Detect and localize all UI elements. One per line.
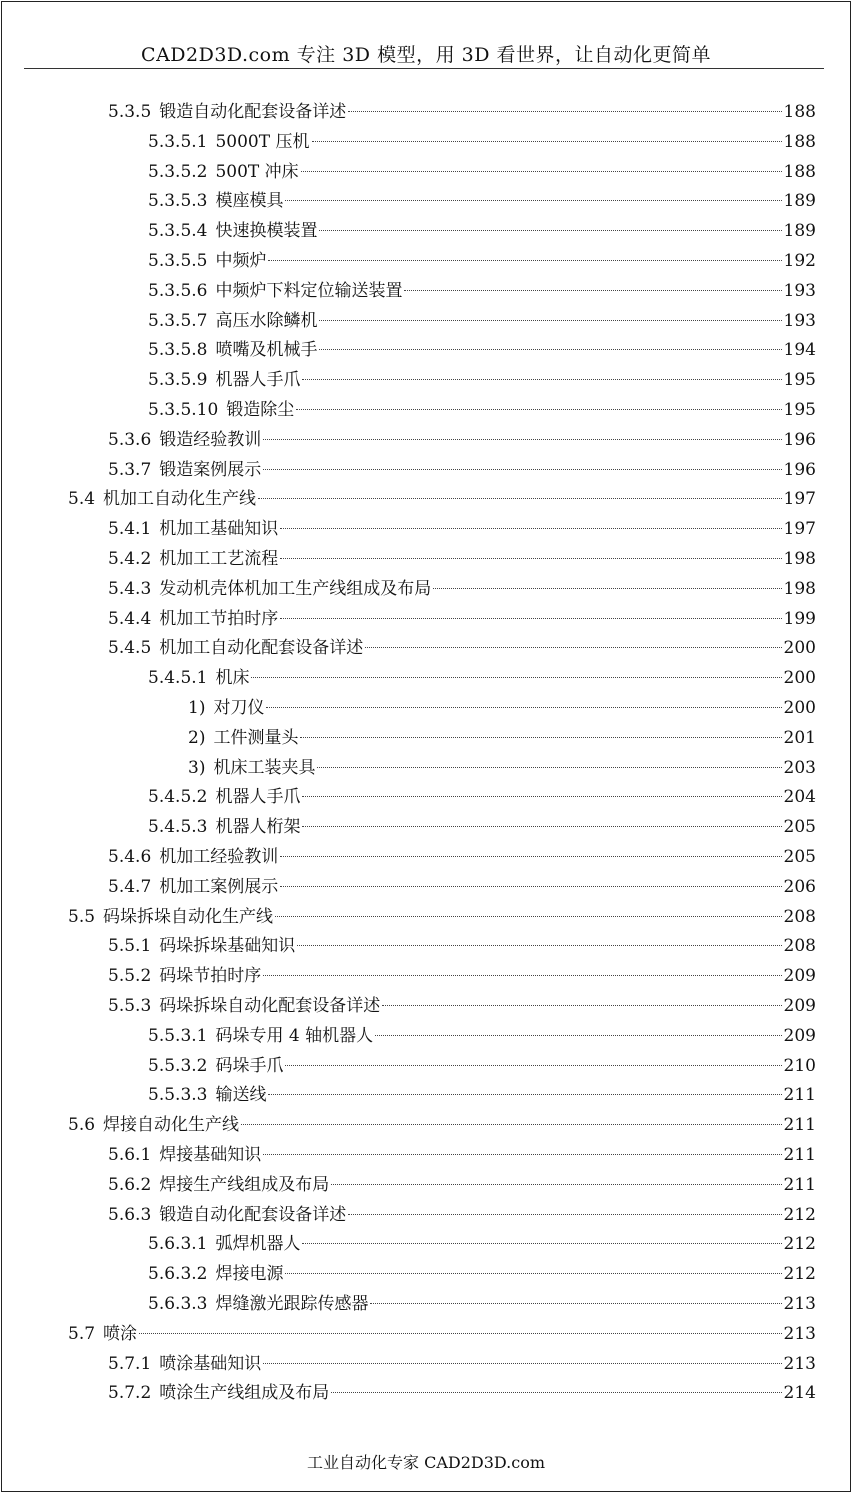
toc-entry-number: 5.6.1: [108, 1145, 152, 1165]
toc-entry-page: 188: [783, 102, 816, 122]
toc-entry-number: 5.6.3: [108, 1204, 152, 1225]
toc-leader-dots: [266, 707, 781, 708]
toc-entry-title: 中频炉: [215, 251, 267, 271]
toc-entry-title: 码垛拆垛基础知识: [159, 936, 296, 957]
toc-entry-title: 锻造经验教训: [159, 429, 262, 450]
toc-leader-dots: [302, 379, 781, 380]
toc-entry-number: 5.4.5.2: [148, 787, 208, 808]
toc-entry-title: 机床工装夹具: [213, 757, 316, 778]
toc-entry[interactable]: [108, 992, 816, 1020]
toc-entry-number: 5.5.3.1: [148, 1025, 208, 1046]
toc-leader-dots: [280, 618, 781, 619]
toc-entry[interactable]: [68, 903, 816, 931]
toc-entry-title: 中频炉下料定位输送装置: [215, 280, 403, 301]
toc-leader-dots: [302, 826, 781, 827]
toc-entry-number: 5.4.5: [108, 638, 152, 659]
page-header: CAD2D3D.com 专注 3D 模型，用 3D 看世界，让自动化更简单: [141, 44, 711, 66]
toc-entry-title: 机加工案例展示: [159, 876, 279, 897]
toc-entry[interactable]: [108, 873, 816, 901]
toc-entry[interactable]: [148, 813, 816, 841]
toc-leader-dots: [375, 1035, 781, 1036]
toc-entry-page: 188: [783, 131, 816, 152]
toc-entry[interactable]: [108, 962, 816, 990]
toc-entry-number: 5.7.1: [108, 1353, 152, 1374]
toc-entry-title: 锻造自动化配套设备详述: [159, 1204, 347, 1225]
toc-entry-number: 5.3.5.7: [148, 310, 208, 331]
toc-entry-title: 发动机壳体机加工生产线组成及布局: [159, 578, 432, 599]
toc-entry-page: 211: [783, 1115, 816, 1136]
toc-entry[interactable]: [108, 932, 816, 960]
toc-entry[interactable]: [108, 1350, 816, 1378]
toc-entry-page: 189: [783, 191, 816, 212]
toc-leader-dots: [258, 498, 782, 499]
toc-entry-number: 5.4.5.3: [148, 817, 208, 838]
toc-entry[interactable]: [148, 1260, 816, 1288]
toc-entry[interactable]: [108, 545, 816, 573]
toc-entry[interactable]: [148, 1022, 816, 1050]
toc-leader-dots: [241, 1124, 782, 1125]
toc-entry-number: 5.4.7: [108, 876, 152, 897]
toc-entry-title: 5000T 压机: [215, 131, 310, 152]
toc-entry-number: 5.3.6: [108, 429, 152, 450]
toc-entry-page: 193: [783, 310, 816, 331]
toc-leader-dots: [268, 1094, 781, 1095]
toc-leader-dots: [263, 439, 781, 440]
toc-entry-page: 192: [783, 251, 816, 271]
toc-leader-dots: [280, 886, 781, 887]
toc-entry-number: 5.4.3: [108, 578, 152, 599]
toc-entry-page: 193: [783, 280, 816, 301]
toc-entry[interactable]: [108, 515, 816, 543]
toc-entry[interactable]: [108, 426, 816, 454]
toc-entry-page: 200: [783, 668, 816, 689]
toc-entry-title: 喷嘴及机械手: [215, 340, 318, 361]
toc-entry-page: 212: [783, 1234, 816, 1255]
toc-entry[interactable]: [68, 1111, 816, 1139]
toc-leader-dots: [301, 171, 782, 172]
toc-entry-page: 198: [783, 578, 816, 599]
toc-entry[interactable]: [148, 1081, 816, 1109]
toc-entry-page: 198: [783, 549, 816, 569]
toc-entry-page: 189: [783, 221, 816, 242]
document-page: [1, 1, 851, 1492]
toc-entry-number: 5.3.7: [108, 459, 152, 480]
toc-entry-number: 5.5.3.2: [148, 1055, 208, 1076]
toc-entry-page: 213: [783, 1353, 816, 1374]
toc-entry-page: 209: [783, 996, 816, 1016]
toc-entry-number: 5.3.5.8: [148, 340, 208, 361]
toc-entry-page: 201: [783, 727, 816, 748]
toc-entry-title: 工件测量头: [213, 727, 299, 748]
toc-entry-number: 2): [188, 727, 206, 748]
toc-entry-title: 码垛专用 4 轴机器人: [215, 1025, 374, 1046]
toc-entry-title: 码垛手爪: [215, 1055, 284, 1076]
toc-leader-dots: [285, 200, 781, 201]
toc-entry-page: 196: [783, 429, 816, 450]
toc-entry-number: 5.6.3.1: [148, 1234, 208, 1255]
toc-leader-dots: [312, 141, 782, 142]
toc-entry-title: 锻造自动化配套设备详述: [159, 102, 347, 122]
toc-leader-dots: [331, 1184, 781, 1185]
toc-entry-title: 对刀仪: [213, 698, 265, 718]
header-divider: [24, 68, 824, 69]
toc-entry-number: 5.3.5.10: [148, 400, 219, 420]
toc-entry-title: 高压水除鳞机: [215, 310, 318, 331]
toc-entry[interactable]: [148, 277, 816, 305]
toc-entry-number: 5.4: [68, 489, 96, 510]
toc-entry-title: 锻造案例展示: [159, 459, 262, 480]
toc-entry[interactable]: [148, 396, 816, 424]
toc-leader-dots: [319, 349, 781, 350]
toc-entry-page: 200: [783, 638, 816, 659]
toc-leader-dots: [348, 111, 781, 112]
toc-entry-page: 210: [783, 1055, 816, 1076]
toc-entry[interactable]: [108, 575, 816, 603]
toc-entry[interactable]: [148, 307, 816, 335]
toc-entry-page: 196: [783, 459, 816, 480]
toc-entry-page: 188: [783, 161, 816, 182]
toc-entry-title: 机器人手爪: [215, 787, 301, 808]
toc-entry-number: 5.3.5.3: [148, 191, 208, 212]
toc-entry-page: 208: [783, 906, 816, 927]
toc-leader-dots: [302, 1243, 781, 1244]
toc-entry-number: 5.6.2: [108, 1174, 152, 1195]
toc-entry-number: 5.3.5.6: [148, 280, 208, 301]
toc-entry[interactable]: [188, 724, 816, 752]
toc-entry-number: 5.4.2: [108, 549, 152, 569]
toc-entry-number: 5.3.5.9: [148, 370, 208, 391]
toc-entry-title: 机器人手爪: [215, 370, 301, 391]
toc-entry-page: 203: [783, 757, 816, 778]
toc-leader-dots: [139, 1333, 782, 1334]
toc-entry-number: 1): [188, 698, 206, 718]
toc-entry-page: 212: [783, 1204, 816, 1225]
toc-leader-dots: [433, 588, 781, 589]
toc-entry-page: 200: [783, 698, 816, 718]
toc-leader-dots: [319, 230, 781, 231]
toc-entry-title: 机床: [215, 668, 250, 689]
toc-entry[interactable]: [108, 1379, 816, 1407]
toc-entry-number: 5.4.4: [108, 608, 152, 629]
toc-leader-dots: [348, 1214, 781, 1215]
toc-leader-dots: [280, 856, 781, 857]
toc-entry-number: 5.3.5: [108, 102, 152, 122]
toc-entry-page: 195: [783, 370, 816, 391]
toc-entry-page: 211: [783, 1174, 816, 1195]
toc-leader-dots: [382, 1005, 781, 1006]
toc-entry-number: 5.7: [68, 1323, 96, 1344]
toc-leader-dots: [275, 916, 782, 917]
toc-entry-title: 快速换模装置: [215, 221, 318, 242]
toc-leader-dots: [251, 677, 781, 678]
toc-entry-number: 5.5.1: [108, 936, 152, 957]
toc-entry[interactable]: [148, 247, 816, 275]
toc-entry-page: 211: [783, 1085, 816, 1106]
toc-entry-number: 5.6.3.3: [148, 1294, 208, 1314]
toc-entry-number: 5.3.5.1: [148, 131, 208, 152]
toc-entry[interactable]: [148, 664, 816, 692]
toc-entry-title: 焊缝激光跟踪传感器: [215, 1294, 369, 1314]
toc-leader-dots: [297, 945, 781, 946]
toc-entry[interactable]: [68, 485, 816, 513]
toc-entry-number: 5.4.5.1: [148, 668, 208, 689]
toc-entry-page: 197: [783, 489, 816, 510]
toc-leader-dots: [263, 469, 781, 470]
toc-leader-dots: [285, 1065, 781, 1066]
toc-entry[interactable]: [148, 1052, 816, 1080]
toc-entry-number: 3): [188, 757, 206, 778]
toc-entry[interactable]: [108, 1171, 816, 1199]
toc-leader-dots: [280, 528, 781, 529]
toc-entry-title: 码垛节拍时序: [159, 966, 262, 987]
toc-entry-number: 5.5: [68, 906, 96, 927]
toc-entry-title: 焊接基础知识: [159, 1145, 262, 1165]
toc-leader-dots: [263, 1154, 781, 1155]
toc-entry-number: 5.6.3.2: [148, 1264, 208, 1285]
toc-leader-dots: [319, 320, 781, 321]
toc-entry-number: 5.3.5.5: [148, 251, 208, 271]
toc-entry-title: 模座模具: [215, 191, 284, 212]
toc-entry[interactable]: [148, 187, 816, 215]
toc-entry-page: 211: [783, 1145, 816, 1165]
toc-entry-title: 500T 冲床: [215, 161, 299, 182]
toc-entry-page: 194: [783, 340, 816, 361]
toc-entry-page: 195: [783, 400, 816, 420]
toc-entry-number: 5.3.5.2: [148, 161, 208, 182]
toc-entry-number: 5.4.1: [108, 519, 152, 540]
toc-entry-title: 码垛拆垛自动化生产线: [103, 906, 274, 927]
toc-entry[interactable]: [108, 634, 816, 662]
toc-leader-dots: [317, 767, 781, 768]
toc-entry-title: 输送线: [215, 1085, 267, 1106]
toc-entry[interactable]: [148, 783, 816, 811]
toc-entry[interactable]: [188, 694, 816, 722]
toc-entry[interactable]: [148, 217, 816, 245]
toc-entry-title: 机加工节拍时序: [159, 608, 279, 629]
toc-entry-title: 码垛拆垛自动化配套设备详述: [159, 996, 381, 1016]
toc-entry-number: 5.5.3: [108, 996, 152, 1016]
toc-entry[interactable]: [68, 1320, 816, 1348]
toc-entry-title: 机加工自动化配套设备详述: [159, 638, 364, 659]
toc-entry-page: 208: [783, 936, 816, 957]
toc-entry-page: 205: [783, 817, 816, 838]
toc-entry-page: 213: [783, 1294, 816, 1314]
toc-entry-page: 212: [783, 1264, 816, 1285]
toc-entry-page: 209: [783, 966, 816, 987]
toc-entry-page: 205: [783, 847, 816, 867]
toc-entry-page: 206: [783, 876, 816, 897]
toc-entry-title: 喷涂生产线组成及布局: [159, 1383, 330, 1404]
toc-entry-title: 机加工基础知识: [159, 519, 279, 540]
toc-entry-page: 204: [783, 787, 816, 808]
toc-entry[interactable]: [108, 98, 816, 126]
toc-entry-page: 213: [783, 1323, 816, 1344]
toc-entry[interactable]: [148, 336, 816, 364]
toc-entry-title: 焊接生产线组成及布局: [159, 1174, 330, 1195]
toc-leader-dots: [404, 290, 781, 291]
toc-entry[interactable]: [108, 1141, 816, 1169]
toc-entry-title: 弧焊机器人: [215, 1234, 301, 1255]
toc-leader-dots: [302, 796, 781, 797]
toc-entry-title: 机加工工艺流程: [159, 549, 279, 569]
toc-entry[interactable]: [188, 754, 816, 782]
toc-leader-dots: [365, 647, 781, 648]
toc-entry-page: 214: [783, 1383, 816, 1404]
toc-entry-title: 机加工自动化生产线: [103, 489, 257, 510]
toc-leader-dots: [280, 558, 781, 559]
page-footer: 工业自动化专家 CAD2D3D.com: [306, 1453, 545, 1472]
toc-entry[interactable]: [108, 605, 816, 633]
toc-leader-dots: [268, 260, 781, 261]
toc-leader-dots: [263, 1363, 781, 1364]
toc-leader-dots: [263, 975, 781, 976]
toc-entry[interactable]: [148, 128, 816, 156]
toc-leader-dots: [285, 1273, 781, 1274]
toc-entry-number: 5.6: [68, 1115, 96, 1136]
toc-entry-page: 209: [783, 1025, 816, 1046]
toc-entry-title: 喷涂基础知识: [159, 1353, 262, 1374]
toc-entry[interactable]: [108, 456, 816, 484]
toc-entry[interactable]: [148, 1230, 816, 1258]
toc-entry-title: 机加工经验教训: [159, 847, 279, 867]
toc-entry-page: 199: [783, 608, 816, 629]
toc-entry-number: 5.5.2: [108, 966, 152, 987]
toc-leader-dots: [300, 737, 781, 738]
toc-entry[interactable]: [108, 843, 816, 871]
toc-entry[interactable]: [148, 366, 816, 394]
toc-entry-number: 5.7.2: [108, 1383, 152, 1404]
toc-entry-title: 喷涂: [103, 1323, 138, 1344]
toc-entry[interactable]: [148, 1290, 816, 1318]
toc-entry[interactable]: [148, 158, 816, 186]
toc-entry-number: 5.3.5.4: [148, 221, 208, 242]
toc-entry-title: 焊接自动化生产线: [103, 1115, 240, 1136]
toc-entry-number: 5.5.3.3: [148, 1085, 208, 1106]
toc-entry-title: 锻造除尘: [226, 400, 295, 420]
toc-leader-dots: [331, 1392, 781, 1393]
toc-entry-page: 197: [783, 519, 816, 540]
toc-leader-dots: [296, 409, 781, 410]
toc-entry[interactable]: [108, 1201, 816, 1229]
toc-entry-title: 机器人桁架: [215, 817, 301, 838]
toc-entry-number: 5.4.6: [108, 847, 152, 867]
toc-entry-title: 焊接电源: [215, 1264, 284, 1285]
toc-leader-dots: [370, 1303, 781, 1304]
